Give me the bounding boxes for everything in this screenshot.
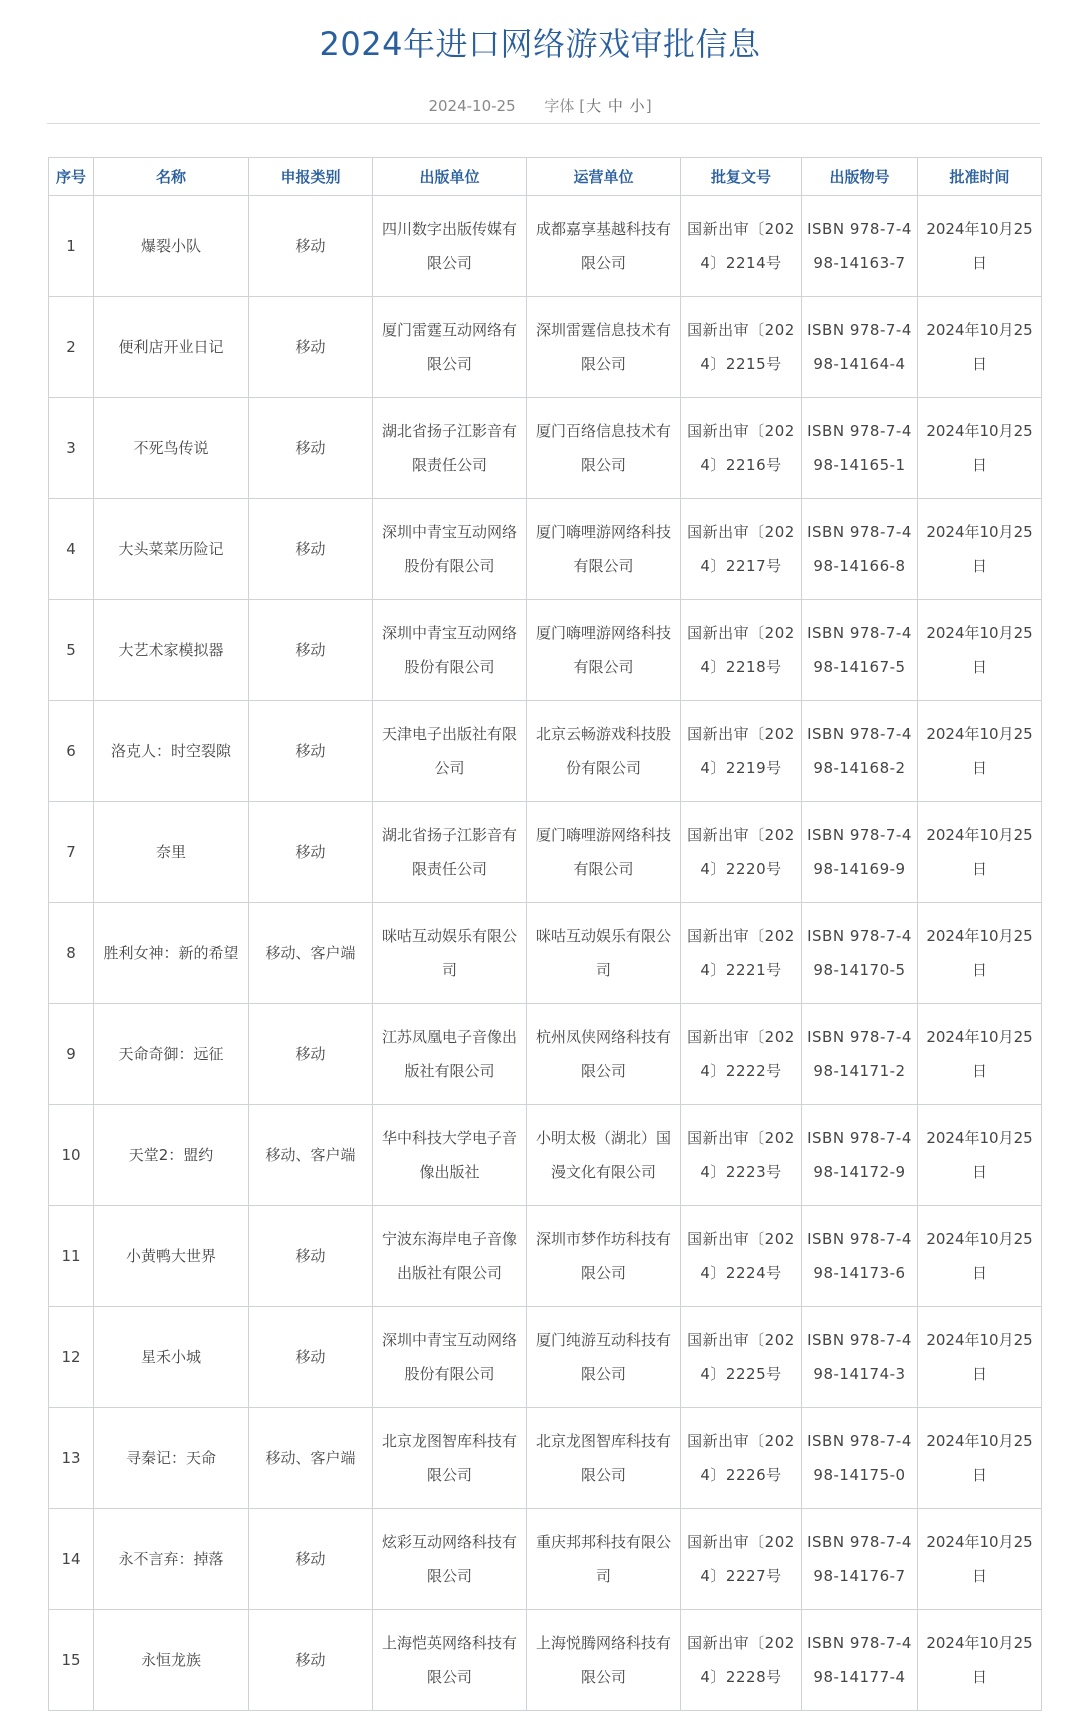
cell-isbn: ISBN 978-7-498-14177-4 (802, 1610, 918, 1711)
cell-publisher: 天津电子出版社有限公司 (373, 701, 527, 802)
cell-approval-number: 国新出审〔2024〕2218号 (681, 600, 802, 701)
cell-publisher: 四川数字出版传媒有限公司 (373, 196, 527, 297)
cell-index: 15 (49, 1610, 94, 1711)
cell-operator: 深圳市梦作坊科技有限公司 (527, 1206, 681, 1307)
table-header-row (49, 158, 1042, 196)
cell-game-name: 永不言弃：掉落 (94, 1509, 249, 1610)
cell-game-name: 爆裂小队 (94, 196, 249, 297)
header-isbn: 出版物号 (802, 158, 918, 196)
cell-game-name: 胜利女神：新的希望 (94, 903, 249, 1004)
table-row (49, 499, 1042, 600)
cell-approval-number: 国新出审〔2024〕2224号 (681, 1206, 802, 1307)
cell-category: 移动 (249, 1509, 373, 1610)
cell-game-name: 永恒龙族 (94, 1610, 249, 1711)
cell-approval-date: 2024年10月25日 (918, 398, 1042, 499)
cell-isbn: ISBN 978-7-498-14176-7 (802, 1509, 918, 1610)
cell-publisher: 厦门雷霆互动网络有限公司 (373, 297, 527, 398)
table-row (49, 903, 1042, 1004)
cell-index: 4 (49, 499, 94, 600)
cell-isbn: ISBN 978-7-498-14168-2 (802, 701, 918, 802)
approval-table-container (48, 157, 1041, 1711)
cell-approval-date: 2024年10月25日 (918, 802, 1042, 903)
cell-approval-date: 2024年10月25日 (918, 903, 1042, 1004)
cell-approval-number: 国新出审〔2024〕2215号 (681, 297, 802, 398)
cell-category: 移动 (249, 1004, 373, 1105)
cell-index: 1 (49, 196, 94, 297)
cell-isbn: ISBN 978-7-498-14171-2 (802, 1004, 918, 1105)
cell-publisher: 上海恺英网络科技有限公司 (373, 1610, 527, 1711)
table-row (49, 802, 1042, 903)
cell-category: 移动 (249, 297, 373, 398)
cell-index: 9 (49, 1004, 94, 1105)
header-name: 名称 (94, 158, 249, 196)
cell-game-name: 星禾小城 (94, 1307, 249, 1408)
cell-operator: 小明太极（湖北）国漫文化有限公司 (527, 1105, 681, 1206)
cell-game-name: 便利店开业日记 (94, 297, 249, 398)
cell-index: 12 (49, 1307, 94, 1408)
cell-approval-date: 2024年10月25日 (918, 1206, 1042, 1307)
table-row (49, 1509, 1042, 1610)
cell-operator: 杭州凤侠网络科技有限公司 (527, 1004, 681, 1105)
cell-game-name: 天命奇御：远征 (94, 1004, 249, 1105)
cell-operator: 咪咕互动娱乐有限公司 (527, 903, 681, 1004)
cell-approval-number: 国新出审〔2024〕2226号 (681, 1408, 802, 1509)
header-approval-number: 批复文号 (681, 158, 802, 196)
cell-category: 移动 (249, 1206, 373, 1307)
font-size-small-button[interactable]: 小 (629, 97, 645, 115)
cell-game-name: 大头菜菜历险记 (94, 499, 249, 600)
cell-operator: 成都嘉享基越科技有限公司 (527, 196, 681, 297)
cell-operator: 厦门百络信息技术有限公司 (527, 398, 681, 499)
table-row (49, 297, 1042, 398)
cell-category: 移动 (249, 398, 373, 499)
cell-publisher: 华中科技大学电子音像出版社 (373, 1105, 527, 1206)
cell-game-name: 大艺术家模拟器 (94, 600, 249, 701)
cell-category: 移动、客户端 (249, 1408, 373, 1509)
font-size-large-button[interactable]: 大 (586, 97, 602, 115)
title-divider (47, 123, 1040, 124)
cell-approval-number: 国新出审〔2024〕2219号 (681, 701, 802, 802)
cell-approval-date: 2024年10月25日 (918, 1004, 1042, 1105)
cell-publisher: 湖北省扬子江影音有限责任公司 (373, 398, 527, 499)
table-row (49, 1307, 1042, 1408)
cell-approval-date: 2024年10月25日 (918, 1610, 1042, 1711)
cell-operator: 北京龙图智库科技有限公司 (527, 1408, 681, 1509)
table-row (49, 398, 1042, 499)
cell-index: 6 (49, 701, 94, 802)
cell-approval-date: 2024年10月25日 (918, 196, 1042, 297)
table-row (49, 196, 1042, 297)
cell-approval-number: 国新出审〔2024〕2214号 (681, 196, 802, 297)
cell-index: 5 (49, 600, 94, 701)
font-size-control (544, 97, 651, 115)
cell-index: 13 (49, 1408, 94, 1509)
cell-index: 3 (49, 398, 94, 499)
cell-approval-date: 2024年10月25日 (918, 1105, 1042, 1206)
cell-publisher: 宁波东海岸电子音像出版社有限公司 (373, 1206, 527, 1307)
cell-category: 移动 (249, 701, 373, 802)
font-size-medium-button[interactable]: 中 (607, 97, 623, 115)
cell-approval-date: 2024年10月25日 (918, 297, 1042, 398)
cell-approval-date: 2024年10月25日 (918, 1408, 1042, 1509)
cell-operator: 厦门纯游互动科技有限公司 (527, 1307, 681, 1408)
font-size-bracket-close: ] (645, 97, 652, 115)
font-size-label: 字体 (544, 97, 575, 115)
cell-isbn: ISBN 978-7-498-14169-9 (802, 802, 918, 903)
cell-isbn: ISBN 978-7-498-14167-5 (802, 600, 918, 701)
table-row (49, 1004, 1042, 1105)
cell-category: 移动 (249, 802, 373, 903)
cell-category: 移动、客户端 (249, 1105, 373, 1206)
cell-approval-date: 2024年10月25日 (918, 1307, 1042, 1408)
cell-category: 移动 (249, 600, 373, 701)
cell-game-name: 小黄鸭大世界 (94, 1206, 249, 1307)
cell-game-name: 不死鸟传说 (94, 398, 249, 499)
cell-game-name: 洛克人：时空裂隙 (94, 701, 249, 802)
page-title: 2024年进口网络游戏审批信息 (319, 25, 761, 63)
cell-publisher: 炫彩互动网络科技有限公司 (373, 1509, 527, 1610)
cell-approval-date: 2024年10月25日 (918, 701, 1042, 802)
cell-isbn: ISBN 978-7-498-14165-1 (802, 398, 918, 499)
cell-isbn: ISBN 978-7-498-14174-3 (802, 1307, 918, 1408)
cell-approval-number: 国新出审〔2024〕2227号 (681, 1509, 802, 1610)
cell-isbn: ISBN 978-7-498-14166-8 (802, 499, 918, 600)
cell-category: 移动 (249, 499, 373, 600)
cell-approval-date: 2024年10月25日 (918, 600, 1042, 701)
cell-operator: 深圳雷霆信息技术有限公司 (527, 297, 681, 398)
table-row (49, 600, 1042, 701)
table-row (49, 701, 1042, 802)
cell-index: 2 (49, 297, 94, 398)
cell-category: 移动 (249, 1307, 373, 1408)
cell-approval-number: 国新出审〔2024〕2220号 (681, 802, 802, 903)
table-row (49, 1610, 1042, 1711)
cell-approval-number: 国新出审〔2024〕2216号 (681, 398, 802, 499)
publish-date: 2024-10-25 (428, 97, 516, 115)
cell-game-name: 奈里 (94, 802, 249, 903)
cell-index: 11 (49, 1206, 94, 1307)
cell-approval-number: 国新出审〔2024〕2221号 (681, 903, 802, 1004)
table-row (49, 1206, 1042, 1307)
cell-publisher: 深圳中青宝互动网络股份有限公司 (373, 600, 527, 701)
cell-isbn: ISBN 978-7-498-14173-6 (802, 1206, 918, 1307)
header-publisher: 出版单位 (373, 158, 527, 196)
cell-isbn: ISBN 978-7-498-14163-7 (802, 196, 918, 297)
cell-publisher: 深圳中青宝互动网络股份有限公司 (373, 499, 527, 600)
cell-game-name: 寻秦记：天命 (94, 1408, 249, 1509)
cell-publisher: 咪咕互动娱乐有限公司 (373, 903, 527, 1004)
cell-publisher: 湖北省扬子江影音有限责任公司 (373, 802, 527, 903)
cell-publisher: 江苏凤凰电子音像出版社有限公司 (373, 1004, 527, 1105)
cell-index: 14 (49, 1509, 94, 1610)
table-body (49, 196, 1042, 1711)
cell-publisher: 深圳中青宝互动网络股份有限公司 (373, 1307, 527, 1408)
cell-approval-number: 国新出审〔2024〕2225号 (681, 1307, 802, 1408)
cell-isbn: ISBN 978-7-498-14172-9 (802, 1105, 918, 1206)
cell-operator: 厦门嗨哩游网络科技有限公司 (527, 802, 681, 903)
table-row (49, 1105, 1042, 1206)
cell-category: 移动 (249, 196, 373, 297)
cell-operator: 上海悦腾网络科技有限公司 (527, 1610, 681, 1711)
header-approval-date: 批准时间 (918, 158, 1042, 196)
header-category: 申报类别 (249, 158, 373, 196)
cell-approval-number: 国新出审〔2024〕2222号 (681, 1004, 802, 1105)
article-meta (0, 96, 1080, 116)
cell-publisher: 北京龙图智库科技有限公司 (373, 1408, 527, 1509)
font-size-bracket-open: [ (579, 97, 586, 115)
approval-table (48, 157, 1042, 1711)
cell-approval-date: 2024年10月25日 (918, 1509, 1042, 1610)
cell-category: 移动 (249, 1610, 373, 1711)
cell-isbn: ISBN 978-7-498-14164-4 (802, 297, 918, 398)
cell-game-name: 天堂2：盟约 (94, 1105, 249, 1206)
header-index: 序号 (49, 158, 94, 196)
cell-operator: 重庆邦邦科技有限公司 (527, 1509, 681, 1610)
cell-approval-date: 2024年10月25日 (918, 499, 1042, 600)
cell-operator: 北京云畅游戏科技股份有限公司 (527, 701, 681, 802)
cell-approval-number: 国新出审〔2024〕2217号 (681, 499, 802, 600)
cell-category: 移动、客户端 (249, 903, 373, 1004)
cell-approval-number: 国新出审〔2024〕2228号 (681, 1610, 802, 1711)
cell-index: 7 (49, 802, 94, 903)
cell-isbn: ISBN 978-7-498-14175-0 (802, 1408, 918, 1509)
cell-index: 8 (49, 903, 94, 1004)
cell-operator: 厦门嗨哩游网络科技有限公司 (527, 499, 681, 600)
header-operator: 运营单位 (527, 158, 681, 196)
cell-approval-number: 国新出审〔2024〕2223号 (681, 1105, 802, 1206)
table-row (49, 1408, 1042, 1509)
cell-index: 10 (49, 1105, 94, 1206)
cell-operator: 厦门嗨哩游网络科技有限公司 (527, 600, 681, 701)
cell-isbn: ISBN 978-7-498-14170-5 (802, 903, 918, 1004)
